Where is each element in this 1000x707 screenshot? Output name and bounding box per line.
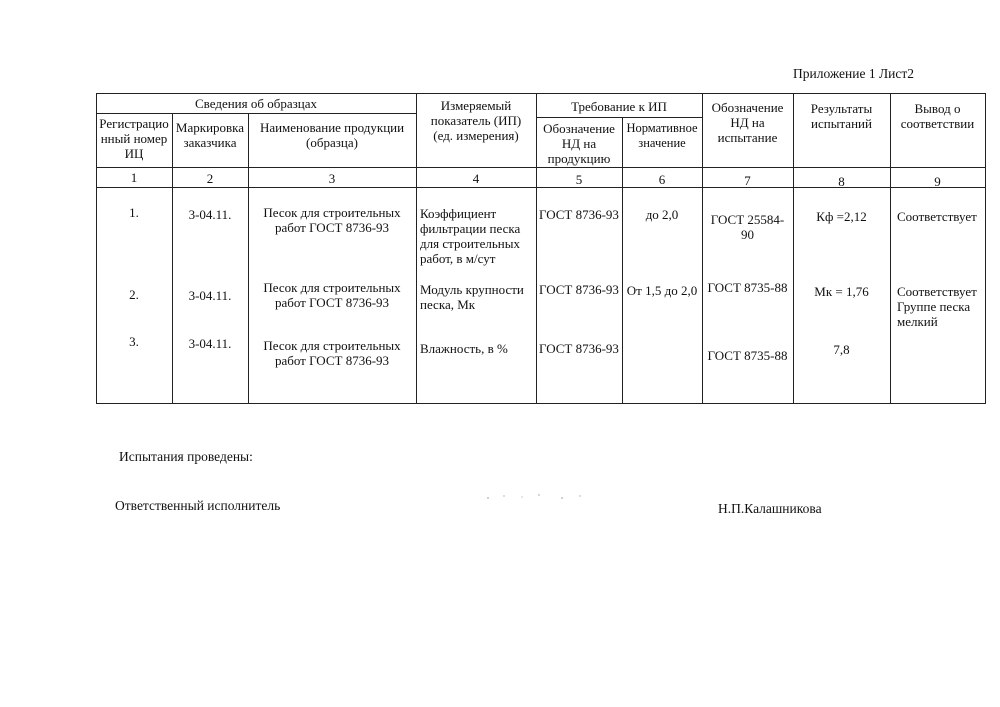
col-number-1: 1 bbox=[130, 170, 138, 185]
row-marking: 3-04.11. bbox=[188, 207, 232, 222]
col-number-7: 7 bbox=[744, 173, 751, 188]
row-nd-product: ГОСТ 8736-93 bbox=[539, 207, 619, 222]
row-conclusion: Соответствует Группе песка мелкий bbox=[897, 284, 977, 329]
col-number-8: 8 bbox=[838, 174, 845, 189]
header-bottom-line bbox=[96, 167, 986, 168]
row-reg-number: 1. bbox=[129, 205, 139, 220]
col-header-customer-marking: Маркировка заказчика bbox=[175, 120, 245, 150]
responsible-label: Ответственный исполнитель bbox=[115, 498, 281, 513]
col-header-nd-test: Обозначение НД на испытание bbox=[711, 100, 784, 145]
col-header-product-name: Наименование продукции (образца) bbox=[259, 120, 405, 150]
col-header-nd-product: Обозначение НД на продукцию bbox=[543, 121, 615, 166]
row-product: Песок для строительных работ ГОСТ 8736-93 bbox=[263, 280, 401, 310]
col-number-5: 5 bbox=[575, 172, 583, 187]
appendix-label: Приложение 1 Лист2 bbox=[793, 66, 914, 81]
col-header-normative-value: Нормативное значение bbox=[626, 121, 698, 150]
col-number-9: 9 bbox=[934, 174, 941, 189]
row-indicator: Коэффициент фильтрации песка для строительных работ, в м/сут bbox=[420, 206, 521, 266]
row-conclusion: Соответствует bbox=[897, 209, 977, 224]
group-requirements-header: Требование к ИП bbox=[571, 99, 667, 114]
row-nd-test: ГОСТ 8735-88 bbox=[707, 348, 788, 363]
col-number-4: 4 bbox=[472, 171, 480, 186]
col-header-results: Результаты испытаний bbox=[810, 101, 873, 131]
row-marking: 3-04.11. bbox=[188, 336, 232, 351]
group-samples-header: Сведения об образцах bbox=[195, 96, 317, 111]
row-result: 7,8 bbox=[833, 342, 850, 357]
col-border-9 bbox=[985, 93, 986, 404]
group-header-divider bbox=[96, 113, 416, 114]
row-nd-product: ГОСТ 8736-93 bbox=[539, 282, 619, 297]
row-normative-value: От 1,5 до 2,0 bbox=[626, 283, 698, 298]
row-product: Песок для строительных работ ГОСТ 8736-93 bbox=[263, 205, 401, 235]
row-nd-test: ГОСТ 8735-88 bbox=[707, 280, 788, 295]
col-border-7 bbox=[793, 93, 794, 404]
table-border-top bbox=[96, 93, 986, 94]
col-border-1 bbox=[172, 113, 173, 404]
row-nd-test: ГОСТ 25584- 90 bbox=[710, 212, 785, 242]
row-reg-number: 3. bbox=[129, 334, 139, 349]
col-header-measured-indicator: Измеряемый показатель (ИП) (ед. измерения) bbox=[430, 98, 522, 143]
responsible-name: Н.П.Калашникова bbox=[718, 501, 822, 516]
col-header-conformity: Вывод о соответствии bbox=[900, 101, 975, 131]
col-border-8 bbox=[890, 93, 891, 404]
table-border-bottom bbox=[96, 403, 986, 404]
row-product: Песок для строительных работ ГОСТ 8736-93 bbox=[263, 338, 401, 368]
col-header-reg-number: Регистрацио нный номер ИЦ bbox=[99, 116, 169, 161]
col-border-5 bbox=[622, 117, 623, 404]
row-reg-number: 2. bbox=[129, 287, 139, 302]
tests-conducted-label: Испытания проведены: bbox=[119, 449, 253, 464]
row-indicator: Влажность, в % bbox=[420, 341, 508, 356]
group-header-divider-req bbox=[536, 117, 702, 118]
row-marking: 3-04.11. bbox=[188, 288, 232, 303]
row-indicator: Модуль крупности песка, Мк bbox=[420, 282, 524, 312]
col-number-2: 2 bbox=[206, 171, 214, 186]
signature-mark bbox=[484, 492, 594, 502]
row-result: Мк = 1,76 bbox=[814, 284, 869, 299]
row-result: Кф =2,12 bbox=[816, 209, 867, 224]
col-number-6: 6 bbox=[658, 172, 666, 187]
col-number-3: 3 bbox=[328, 171, 336, 186]
row-normative-value: до 2,0 bbox=[645, 207, 679, 222]
row-nd-product: ГОСТ 8736-93 bbox=[539, 341, 619, 356]
